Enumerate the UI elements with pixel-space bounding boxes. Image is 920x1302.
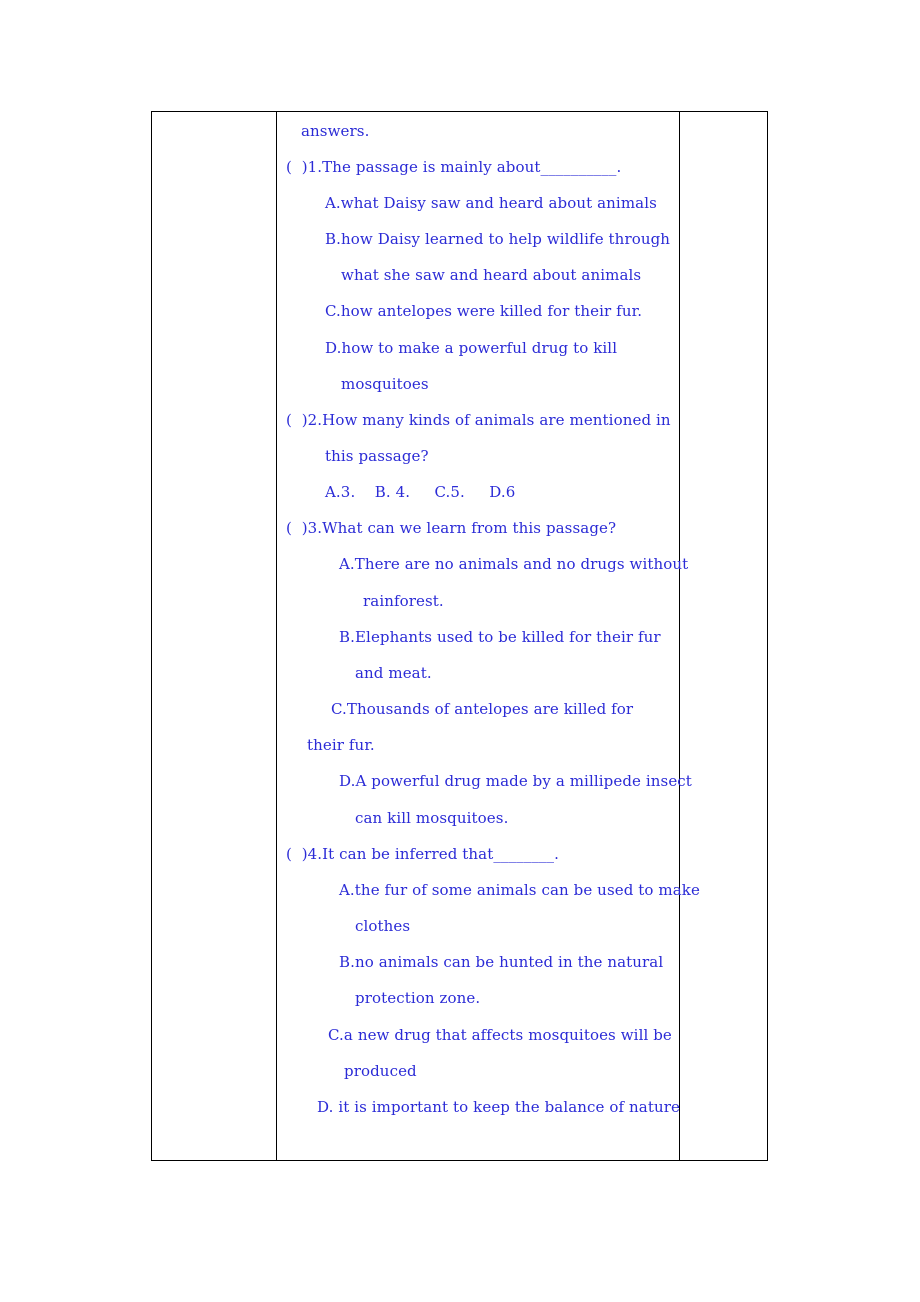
q1-option-c: C.how antelopes were killed for their fur. bbox=[325, 302, 643, 320]
column-divider-left bbox=[276, 112, 277, 1160]
q3-option-a-cont: rainforest. bbox=[363, 592, 444, 610]
q1-option-a: A.what Daisy saw and heard about animals bbox=[325, 194, 657, 212]
question-3: ( )3.What can we learn from this passage? bbox=[286, 519, 617, 537]
q4-option-b: B.no animals can be hunted in the natural bbox=[339, 953, 664, 971]
q4-option-c: C.a new drug that affects mosquitoes will be bbox=[328, 1026, 672, 1044]
q3-option-d: D.A powerful drug made by a millipede insect bbox=[339, 772, 692, 790]
question-2: ( )2.How many kinds of animals are mentioned in bbox=[286, 411, 671, 429]
q4-option-a: A.the fur of some animals can be used to make bbox=[339, 881, 700, 899]
column-divider-right bbox=[679, 112, 680, 1160]
q3-option-c-cont: their fur. bbox=[307, 736, 375, 754]
q4-option-a-cont: clothes bbox=[355, 917, 411, 935]
text-line: answers. bbox=[301, 122, 370, 140]
q1-option-b: B.how Daisy learned to help wildlife through bbox=[325, 230, 671, 248]
q1-option-d: D.how to make a powerful drug to kill bbox=[325, 339, 618, 357]
q4-option-c-cont: produced bbox=[344, 1062, 417, 1080]
q1-option-d-cont: mosquitoes bbox=[341, 375, 429, 393]
question-2-cont: this passage? bbox=[325, 447, 429, 465]
q3-option-a: A.There are no animals and no drugs without bbox=[339, 555, 689, 573]
q3-option-b: B.Elephants used to be killed for their fur bbox=[339, 628, 661, 646]
q3-option-d-cont: can kill mosquitoes. bbox=[355, 809, 509, 827]
question-1: ( )1.The passage is mainly about__________. bbox=[286, 158, 622, 176]
question-4: ( )4.It can be inferred that________. bbox=[286, 845, 559, 863]
q4-option-d: D. it is important to keep the balance of nature bbox=[317, 1098, 680, 1116]
q1-option-b-cont: what she saw and heard about animals bbox=[341, 266, 642, 284]
q4-option-b-cont: protection zone. bbox=[355, 989, 481, 1007]
q3-option-c: C.Thousands of antelopes are killed for bbox=[331, 700, 634, 718]
q3-option-b-cont: and meat. bbox=[355, 664, 432, 682]
q2-options: A.3. B. 4. C.5. D.6 bbox=[325, 483, 516, 501]
